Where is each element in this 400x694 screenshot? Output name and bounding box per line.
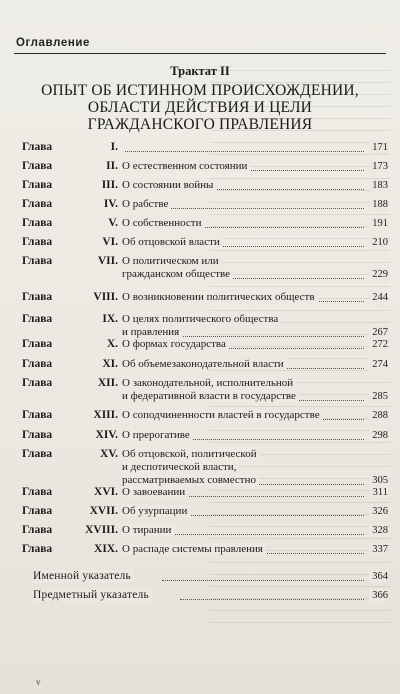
page-number: 267 (369, 326, 388, 339)
chapter-word: Глава (22, 429, 53, 441)
toc-entry[interactable] (0, 291, 400, 304)
toc-entry[interactable] (0, 377, 400, 403)
chapter-number: XI. (102, 358, 118, 370)
chapter-word: Глава (22, 198, 53, 210)
toc-entry[interactable] (0, 198, 400, 211)
chapter-number: XIII. (93, 409, 118, 421)
toc-entry[interactable] (0, 486, 400, 499)
chapter-title: О возникновении политических обществ (122, 291, 362, 304)
chapter-number: X. (106, 338, 118, 350)
chapter-title (122, 141, 362, 154)
chapter-number: XVIII. (85, 524, 118, 536)
toc-entry[interactable] (0, 255, 400, 281)
chapter-title: О формах государства (122, 338, 362, 351)
index-label: Именной указатель (33, 570, 134, 583)
toc-entry[interactable] (0, 179, 400, 192)
page-number: 210 (369, 236, 388, 249)
page-number: 364 (369, 570, 388, 583)
page-number: 188 (369, 198, 388, 211)
chapter-title: О соподчиненности властей в государстве (122, 409, 362, 422)
toc-entry[interactable] (0, 524, 400, 537)
toc-entry[interactable] (0, 217, 400, 230)
chapter-number: VIII. (93, 291, 118, 303)
toc-entry[interactable] (0, 543, 400, 556)
page-number: 274 (369, 358, 388, 371)
chapter-title: Об объемезаконодательной власти (122, 358, 362, 371)
chapter-word: Глава (22, 141, 53, 153)
chapter-number: XIV. (95, 429, 118, 441)
page-number: 244 (369, 291, 388, 304)
chapter-word: Глава (22, 448, 53, 460)
page-number: 285 (369, 390, 388, 403)
toc-entry[interactable] (0, 338, 400, 351)
chapter-word: Глава (22, 543, 53, 555)
tractate-title-line: ГРАЖДАНСКОГО ПРАВЛЕНИЯ (87, 116, 313, 133)
toc-entry[interactable] (0, 358, 400, 371)
dot-leader (162, 580, 364, 581)
page-number: 311 (370, 486, 388, 499)
toc-entry[interactable] (0, 429, 400, 442)
chapter-title: Об отцовской, политической и деспотической власти, рассматриваемых совместно (122, 448, 337, 487)
chapter-word: Глава (22, 236, 53, 248)
chapter-word: Глава (22, 505, 53, 517)
chapter-number: XVII. (89, 505, 118, 517)
toc-entry[interactable] (0, 160, 400, 173)
folio: v (36, 677, 41, 687)
chapter-number: V. (108, 217, 118, 229)
page-number: 298 (369, 429, 388, 442)
page-number: 173 (369, 160, 388, 173)
toc-entry[interactable] (0, 141, 400, 154)
chapter-title: О целях политического общества и правления (122, 313, 337, 339)
chapter-word: Глава (22, 160, 53, 172)
page-number: 366 (369, 589, 388, 602)
index-entry[interactable] (0, 570, 400, 583)
chapter-title: Об отцовской власти (122, 236, 362, 249)
toc-entry[interactable] (0, 448, 400, 487)
page-number: 171 (369, 141, 388, 154)
toc-entry[interactable] (0, 409, 400, 422)
tractate-title-line: ОПЫТ ОБ ИСТИННОМ ПРОИСХОЖДЕНИИ, (41, 82, 359, 99)
chapter-word: Глава (22, 217, 53, 229)
page-number: 337 (369, 543, 388, 556)
page-number: 272 (369, 338, 388, 351)
running-head: Оглавление (16, 37, 91, 49)
chapter-title: О состоянии войны (122, 179, 362, 192)
chapter-number: XII. (97, 377, 118, 389)
chapter-title: О завоевании (122, 486, 362, 499)
chapter-title: О рабстве (122, 198, 362, 211)
chapter-number: IX. (102, 313, 118, 325)
chapter-word: Глава (22, 313, 53, 325)
chapter-title: Об узурпации (122, 505, 362, 518)
chapter-title: О тирании (122, 524, 362, 537)
index-label: Предметный указатель (33, 589, 152, 602)
page-number: 288 (369, 409, 388, 422)
page-number: 183 (369, 179, 388, 192)
page-number: 191 (369, 217, 388, 230)
tractate-label: Трактат II (170, 64, 230, 78)
toc-entry[interactable] (0, 313, 400, 339)
chapter-word: Глава (22, 338, 53, 350)
chapter-word: Глава (22, 409, 53, 421)
toc-entry[interactable] (0, 236, 400, 249)
chapter-number: III. (101, 179, 118, 191)
chapter-word: Глава (22, 377, 53, 389)
chapter-word: Глава (22, 291, 53, 303)
toc-entry[interactable] (0, 505, 400, 518)
page-number: 326 (369, 505, 388, 518)
page-number: 229 (369, 268, 388, 281)
chapter-word: Глава (22, 524, 53, 536)
chapter-number: VII. (97, 255, 118, 267)
chapter-number: XIX. (94, 543, 118, 555)
chapter-number: I. (110, 141, 118, 153)
chapter-number: VI. (102, 236, 118, 248)
chapter-title: О законодательной, исполнительной и федеративной власти в государстве (122, 377, 337, 403)
chapter-title: О естественном состоянии (122, 160, 362, 173)
chapter-word: Глава (22, 358, 53, 370)
chapter-title: О распаде системы правления (122, 543, 362, 556)
page-number: 328 (369, 524, 388, 537)
chapter-word: Глава (22, 486, 53, 498)
chapter-title: О политическом или гражданском обществе (122, 255, 337, 281)
chapter-number: XV. (99, 448, 118, 460)
chapter-number: XVI. (94, 486, 118, 498)
chapter-word: Глава (22, 255, 53, 267)
page-number: 305 (369, 474, 388, 487)
tractate-title-line: ОБЛАСТИ ДЕЙСТВИЯ И ЦЕЛИ (87, 99, 313, 116)
chapter-title: О собственности (122, 217, 362, 230)
dot-leader (180, 599, 364, 600)
chapter-number: IV. (103, 198, 118, 210)
chapter-number: II. (106, 160, 118, 172)
chapter-title: О прерогативе (122, 429, 362, 442)
chapter-word: Глава (22, 179, 53, 191)
index-entry[interactable] (0, 589, 400, 602)
